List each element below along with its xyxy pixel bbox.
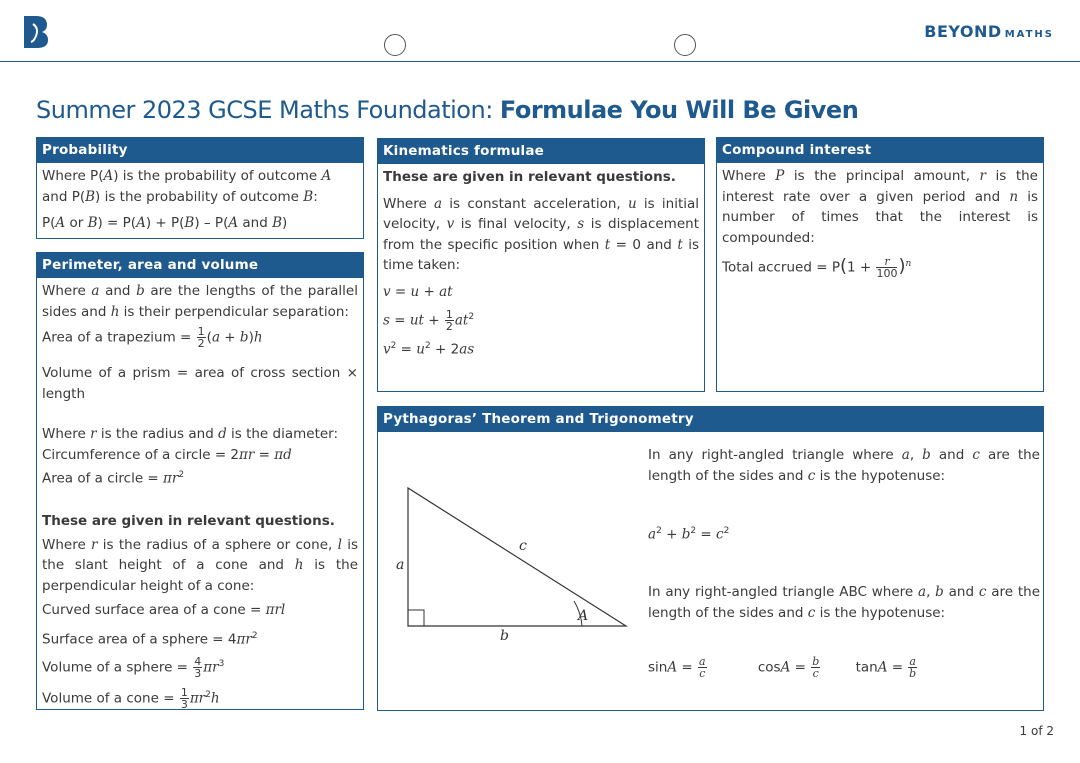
pythagoras-box xyxy=(377,406,1044,711)
perimeter-box xyxy=(36,252,364,710)
brand-bold: BEYOND xyxy=(924,22,1002,41)
punch-hole-left xyxy=(384,34,406,56)
compound-heading: Compound interest xyxy=(717,138,1043,163)
page-number: 1 of 2 xyxy=(1019,724,1054,738)
probability-heading: Probability xyxy=(37,138,363,163)
compound-body: Where P is the principal amount, r is the interest rate over a given period and n is number of times that the interest is compounded: Total accrued = P(1 + $\frac{r}{100}$ )$^n$ xyxy=(722,168,1038,280)
angle-A-label: A xyxy=(578,608,589,624)
brand-wordmark xyxy=(924,22,1054,41)
page-title xyxy=(36,96,858,124)
kinematics-box xyxy=(377,138,705,392)
punch-hole-right xyxy=(674,34,696,56)
beyond-logo-icon xyxy=(20,14,50,50)
right-angle-marker xyxy=(408,610,424,626)
page-title-regular: Summer 2023 GCSE Maths Foundation: xyxy=(36,96,493,124)
brand-small: MATHS xyxy=(1004,29,1054,40)
kinematics-body: These are given in relevant questions. Where a is constant acceleration, u is initial velocity, v is final velocity, s is displacement from the specific position when t = 0 and t is time taken: v = u + at s = ut + $\frac{1}{2}$ $at^2$ $v^2 = u^2 + 2as$ xyxy=(383,169,700,358)
compound-interest-box xyxy=(716,137,1044,392)
pythagoras-heading: Pythagoras’ Theorem and Trigonometry xyxy=(378,407,1043,432)
perimeter-heading: Perimeter, area and volume xyxy=(37,253,363,278)
perimeter-body: Where a and b are the lengths of the parallel sides and h is their perpendicular separation: Area of a trapezium = $\frac{1}{2}$ (a + b)h Volume of a prism = area of cross section × length Where r is the radius and d is the diameter: Circumference of a circle = 2πr = πd Area of a circle = $\pi r^2$ These are given in relevant questions. Where r is the radius of a sphere or cone, l is the slant height of a cone and h is the perpendicular height of a cone: Curved surface area of a cone = πrl Surface area of a sphere = $4\pi r^2$ Volume of a sphere = $\frac{4}{3}$ $\pi r^3$ Volume of a cone = $\frac{1}{3}$ $\pi r^2h$ xyxy=(42,283,359,711)
side-c-label: c xyxy=(519,538,527,554)
probability-body: Where P(A) is the probability of outcome A and P(B) is the probability of outcome B: P(A or B) = P(A) + P(B) – P(A and B) xyxy=(42,168,332,231)
triangle-shape xyxy=(408,488,626,626)
kinematics-given-note: These are given in relevant questions. xyxy=(383,169,676,185)
perimeter-given-note: These are given in relevant questions. xyxy=(42,513,335,529)
side-a-label: a xyxy=(396,557,405,573)
pythagoras-text: In any right-angled triangle where a, b and c are the length of the sides and c is the hypotenuse: $a^2 + b^2 = c^2$ In any right-angled triangle ABC where a, b and c are the length of the sides and c is the hypotenuse: sinA = $\frac{a}{c}$ cosA = $\frac{b}{c}$ tanA = $\frac{a}{b}$ xyxy=(648,447,1041,680)
side-b-label: b xyxy=(500,628,509,644)
probability-box xyxy=(36,137,364,239)
page-title-bold: Formulae You Will Be Given xyxy=(499,96,859,124)
kinematics-heading: Kinematics formulae xyxy=(378,139,704,164)
header-rule xyxy=(0,61,1080,62)
